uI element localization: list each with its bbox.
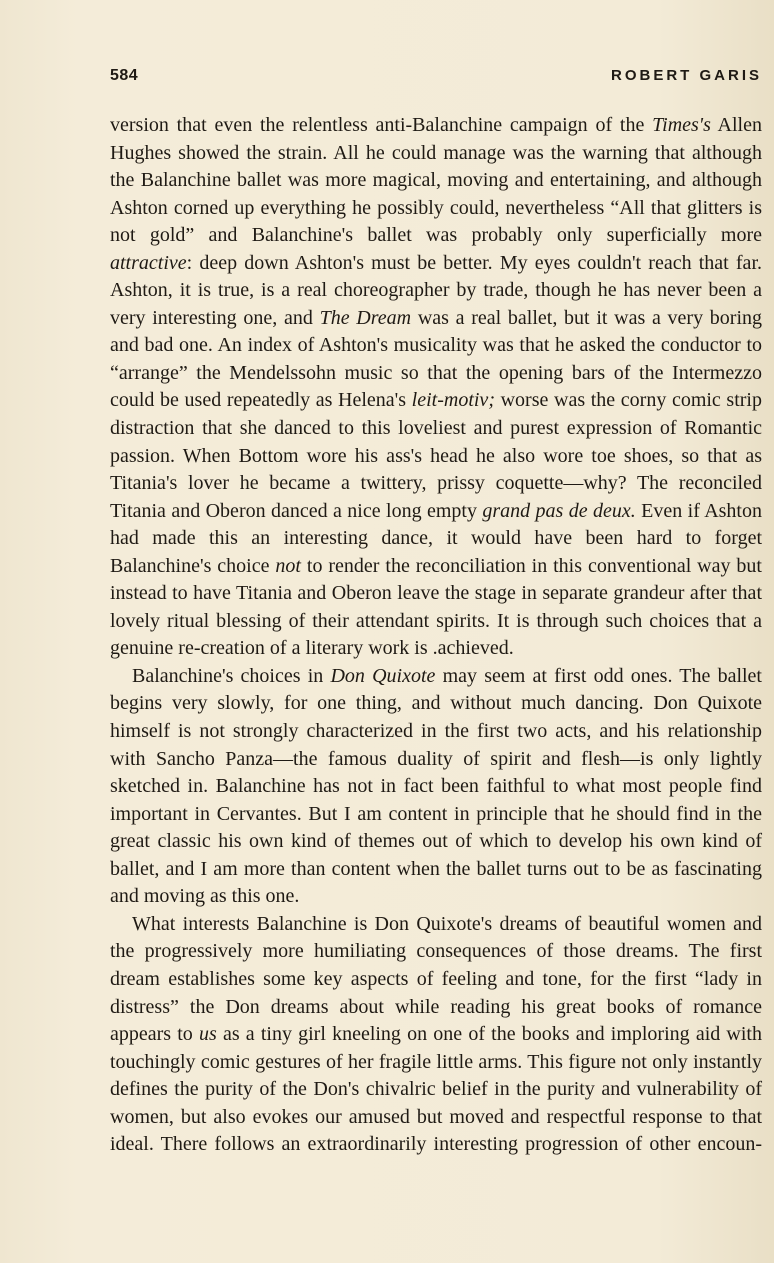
text-run: version that even the relentless anti-Balanchine campaign of the [110,114,653,136]
italic-text: leit-motiv; [411,389,495,412]
body-text [110,112,762,1159]
italic-text: us [198,1023,217,1046]
running-head [110,67,762,89]
italic-text: Don Quixote [330,664,436,687]
italic-text: not [275,554,301,577]
text-run: Even if Ashton had made this an interesting dance, it would have been hard to forget Balanchine's choice [110,499,762,577]
text-run: may seem at first odd ones. The ballet begins very slowly, for one thing, and without much dancing. Don Quixote himself is not strongly characterized in the first two acts, and his relationship with Sancho Panza—the famous duality of spirit and flesh—is only lightly sketched in. Balanchine has not in fact been faithful to what most people find important in Cervantes. But I am content in principle that he should find in the great classic his own kind of themes out of which to develop his own kind of ballet, and I am more than content when the ballet turns out to be as fascinating and moving as this one. [110,664,762,908]
page-number: 584 [110,67,139,84]
text-run: Allen Hughes showed the strain. All he could manage was the warning that although the Balanchine ballet was more magical, moving and entertaining, and although Ashton corned up everything he possibly could, nevertheless “All that glitters is not gold” and Balanchine's ballet was probably only superficially more [110,114,762,247]
italic-text: The Dream [319,306,412,329]
text-run: Balanchine's choices in [132,664,331,687]
text-run: What interests Balanchine is Don Quixote's dreams of beautiful women and the progressively more humiliating consequences of those dreams. The first dream establishes some key aspects of feeling and tone, for the first “lady in distress” the Don dreams about while reading his great books of romance appears to [110,912,762,1046]
text-run: as a tiny girl kneeling on one of the books and imploring aid with touchingly comic gestures of her fragile little arms. This figure not only instantly defines the purity of the Don's chivalric belief in the purity and vulnerability of women, but also evokes our amused but moved and respectful response to that ideal. There follows an extraordinarily interesting progression of other encoun- [110,1023,762,1156]
italic-text: attractive [110,251,187,274]
text-run: : deep down Ashton's must be better. My eyes couldn't reach that far. Ashton, it is true, is a real choreographer by trade, though he has never been a very interesting one, and [110,251,762,329]
paragraph-3 [110,911,762,1159]
italic-text: Times's [652,114,711,136]
text-run: to render the reconciliation in this conventional way but instead to have Titania and Oberon leave the stage in separate grandeur after that lovely ritual blessing of their attendant spirits. It is through such choices that a genuine re-creation of a literary work is .achieved. [110,554,762,660]
italic-text: grand pas de deux. [482,499,636,522]
paragraph-2 [110,663,762,911]
text-run: worse was the corny comic strip distraction that she danced to this loveliest and purest expression of Romantic passion. When Bottom wore his ass's head he also wore toe shoes, so that as Titania's lover he became a twittery, prissy coquette—why? The reconciled Titania and Oberon danced a nice long empty [110,389,762,522]
running-head-author: ROBERT GARIS [610,67,762,84]
text-run: was a real ballet, but it was a very boring and bad one. An index of Ashton's musicality was that he asked the conductor to “arrange” the Mendelssohn music so that the opening bars of the Intermezzo could be used repeatedly as Helena's [110,306,763,412]
paragraph-1 [110,112,762,663]
